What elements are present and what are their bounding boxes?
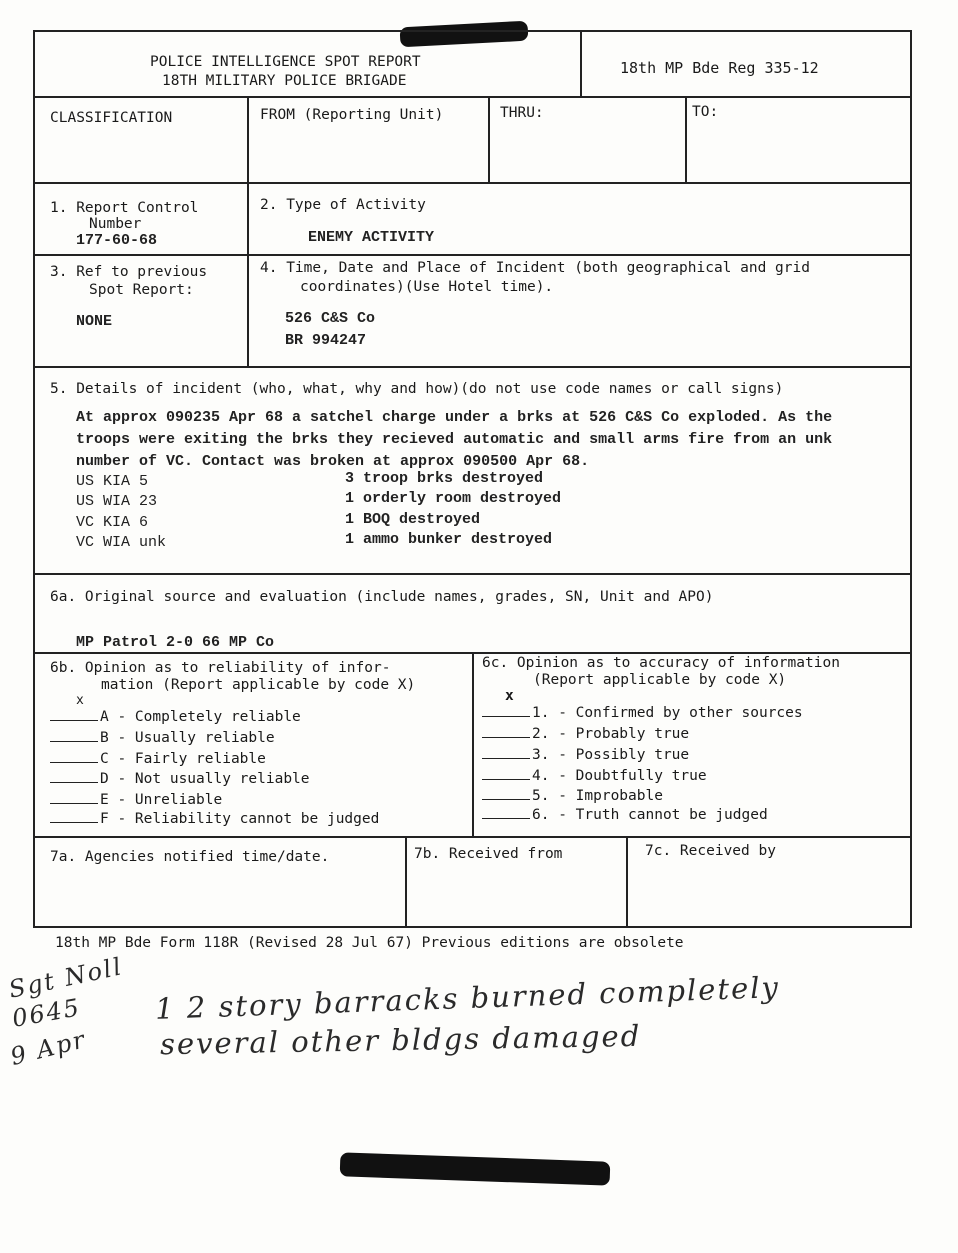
reliability-mark: x [76, 693, 84, 708]
damage-entry: 1 orderly room destroyed [345, 490, 562, 507]
divider-7c [626, 836, 628, 928]
previous-report-label: 3. Ref to previous [50, 264, 208, 280]
report-control-number: 177-60-68 [76, 232, 158, 249]
narrative-line: number of VC. Contact was broken at approx 090500 Apr 68. [76, 453, 590, 470]
brigade-name: 18TH MILITARY POLICE BRIGADE [162, 73, 407, 89]
handwritten-date: 9 Apr [7, 1025, 90, 1071]
divider-thru [488, 96, 490, 184]
form-edition-note: 18th MP Bde Form 118R (Revised 28 Jul 67) Previous editions are obsolete [55, 935, 684, 951]
rule-item6a [33, 573, 912, 575]
casualty-entry: VC WIA unk [76, 534, 167, 551]
reliability-label-2: mation (Report applicable by code X) [101, 677, 416, 693]
damage-entry: 3 troop brks destroyed [345, 470, 544, 487]
accuracy-label-2: (Report applicable by code X) [533, 672, 787, 688]
previous-report-label-2: Spot Report: [89, 282, 194, 298]
header-divider [580, 30, 582, 98]
rule-row2 [33, 254, 912, 256]
original-source-value: MP Patrol 2-0 66 MP Co [76, 634, 275, 651]
regulation-number: 18th MP Bde Reg 335-12 [620, 59, 819, 77]
agencies-notified-label: 7a. Agencies notified time/date. [50, 849, 330, 865]
handwritten-note-line: 1 2 story barracks burned completely [154, 970, 781, 1026]
handwritten-note-line: several other bldgs damaged [159, 1018, 642, 1062]
accuracy-option-1: 1. - Confirmed by other sources [482, 703, 803, 722]
narrative-line: troops were exiting the brks they recieved automatic and small arms fire from an unk [76, 431, 833, 448]
classification-label: CLASSIFICATION [50, 110, 173, 126]
reliability-option-e: E - Unreliable [50, 790, 222, 809]
divider-from [247, 96, 249, 184]
received-from-label: 7b. Received from [414, 846, 563, 862]
received-by-label: 7c. Received by [645, 843, 776, 859]
reliability-option-d: D - Not usually reliable [50, 769, 310, 788]
reliability-option-b: B - Usually reliable [50, 728, 275, 747]
rule-item7 [33, 836, 912, 838]
rule-row3 [33, 366, 912, 368]
reliability-option-c: C - Fairly reliable [50, 749, 266, 768]
to-label: TO: [692, 104, 719, 120]
thru-label: THRU: [500, 105, 544, 121]
report-control-label-2: Number [89, 216, 142, 232]
divider-7b [405, 836, 407, 928]
accuracy-option-2: 2. - Probably true [482, 724, 689, 743]
activity-type-value: ENEMY ACTIVITY [308, 229, 435, 246]
activity-type-label: 2. Type of Activity [260, 197, 426, 213]
narrative-line: At approx 090235 Apr 68 a satchel charge under a brks at 526 C&S Co exploded. As the [76, 409, 833, 426]
incident-time-place-label: 4. Time, Date and Place of Incident (both geographical and grid [260, 260, 810, 276]
report-control-label: 1. Report Control [50, 200, 199, 216]
rule-row1 [33, 182, 912, 184]
casualty-entry: US KIA 5 [76, 473, 149, 490]
accuracy-option-6: 6. - Truth cannot be judged [482, 805, 768, 824]
rule-header [33, 96, 912, 98]
damage-entry: 1 ammo bunker destroyed [345, 531, 553, 548]
bottom-redaction-mark [340, 1152, 611, 1185]
accuracy-option-4: 4. - Doubtfully true [482, 766, 707, 785]
divider-to [685, 96, 687, 184]
reliability-option-a: A - Completely reliable [50, 707, 301, 726]
divider-item2 [247, 182, 249, 368]
accuracy-option-5: 5. - Improbable [482, 786, 663, 805]
reliability-label: 6b. Opinion as to reliability of infor- [50, 660, 391, 676]
casualty-entry: US WIA 23 [76, 493, 158, 510]
accuracy-option-3: 3. - Possibly true [482, 745, 689, 764]
details-label: 5. Details of incident (who, what, why and how)(do not use code names or call signs) [50, 381, 784, 397]
previous-report-value: NONE [76, 313, 113, 330]
accuracy-mark: x [505, 688, 514, 704]
handwritten-time: 0645 [10, 993, 83, 1033]
accuracy-label: 6c. Opinion as to accuracy of information [482, 655, 840, 671]
incident-grid-coordinates: BR 994247 [285, 332, 367, 349]
original-source-label: 6a. Original source and evaluation (include names, grades, SN, Unit and APO) [50, 589, 714, 605]
incident-location: 526 C&S Co [285, 310, 376, 327]
incident-time-place-label-2: coordinates)(Use Hotel time). [300, 279, 554, 295]
divider-6c [472, 652, 474, 838]
damage-entry: 1 BOQ destroyed [345, 511, 481, 528]
form-title: POLICE INTELLIGENCE SPOT REPORT [150, 54, 421, 70]
from-label: FROM (Reporting Unit) [260, 107, 444, 123]
handwritten-name: Sgt Noll [6, 952, 126, 1004]
reliability-option-f: F - Reliability cannot be judged [50, 809, 379, 828]
casualty-entry: VC KIA 6 [76, 514, 149, 531]
